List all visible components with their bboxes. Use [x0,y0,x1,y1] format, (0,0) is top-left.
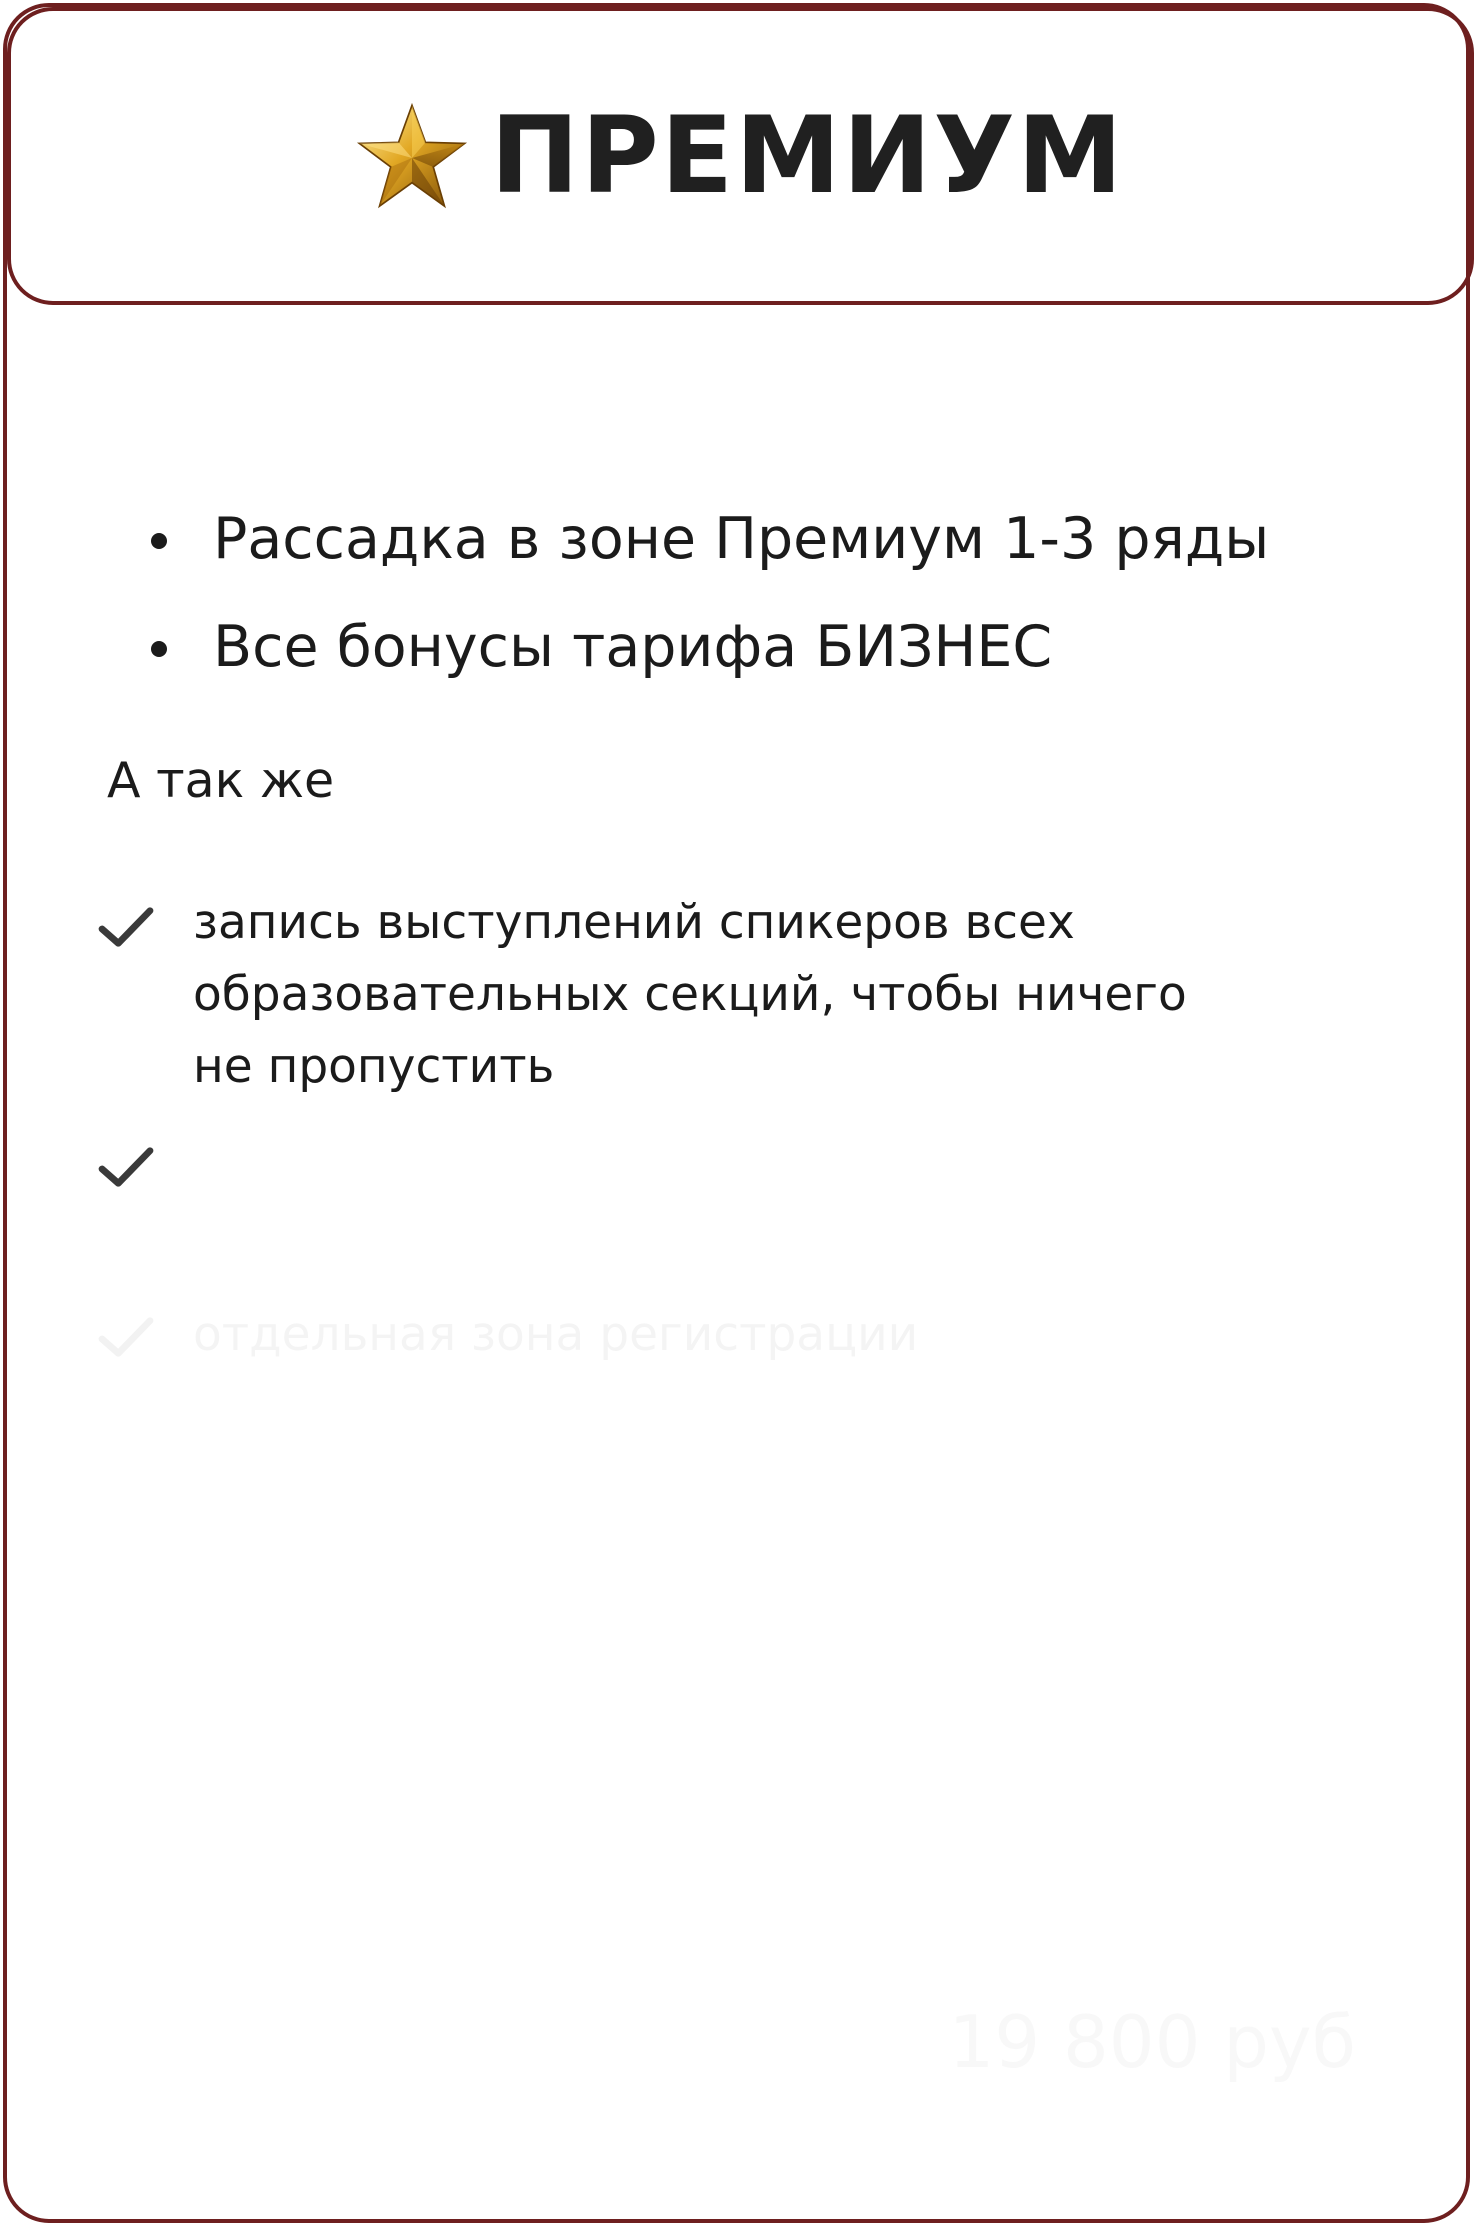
card-header [7,7,1474,305]
benefit-item [145,593,1269,701]
feature-text [193,1299,1273,1371]
feature-line: не пропустить [193,1039,555,1094]
benefit-text: Все бонусы тарифа БИЗНЕС [213,614,1053,680]
feature-line: запись выступлений спикеров всех [193,895,1075,950]
benefit-item [145,485,1269,593]
checkmark-icon [97,903,155,951]
gold-star-icon [356,102,468,214]
feature-text [193,887,1273,1103]
benefit-list [145,485,1269,701]
benefit-text: Рассадка в зоне Премиум 1-3 ряды [213,506,1270,572]
bullet-dot-icon [151,641,167,657]
tariff-card [3,3,1470,2223]
also-label: А так же [107,752,335,809]
checkmark-icon [97,1143,155,1191]
checkmark-icon [97,1313,155,1361]
feature-line: образовательных секций, чтобы ничего [193,967,1187,1022]
tariff-title: ПРЕМИУМ [490,94,1125,217]
price-label [948,1997,1356,2087]
bullet-dot-icon [151,533,167,549]
feature-line: отдельная зона регистрации [193,1307,919,1362]
